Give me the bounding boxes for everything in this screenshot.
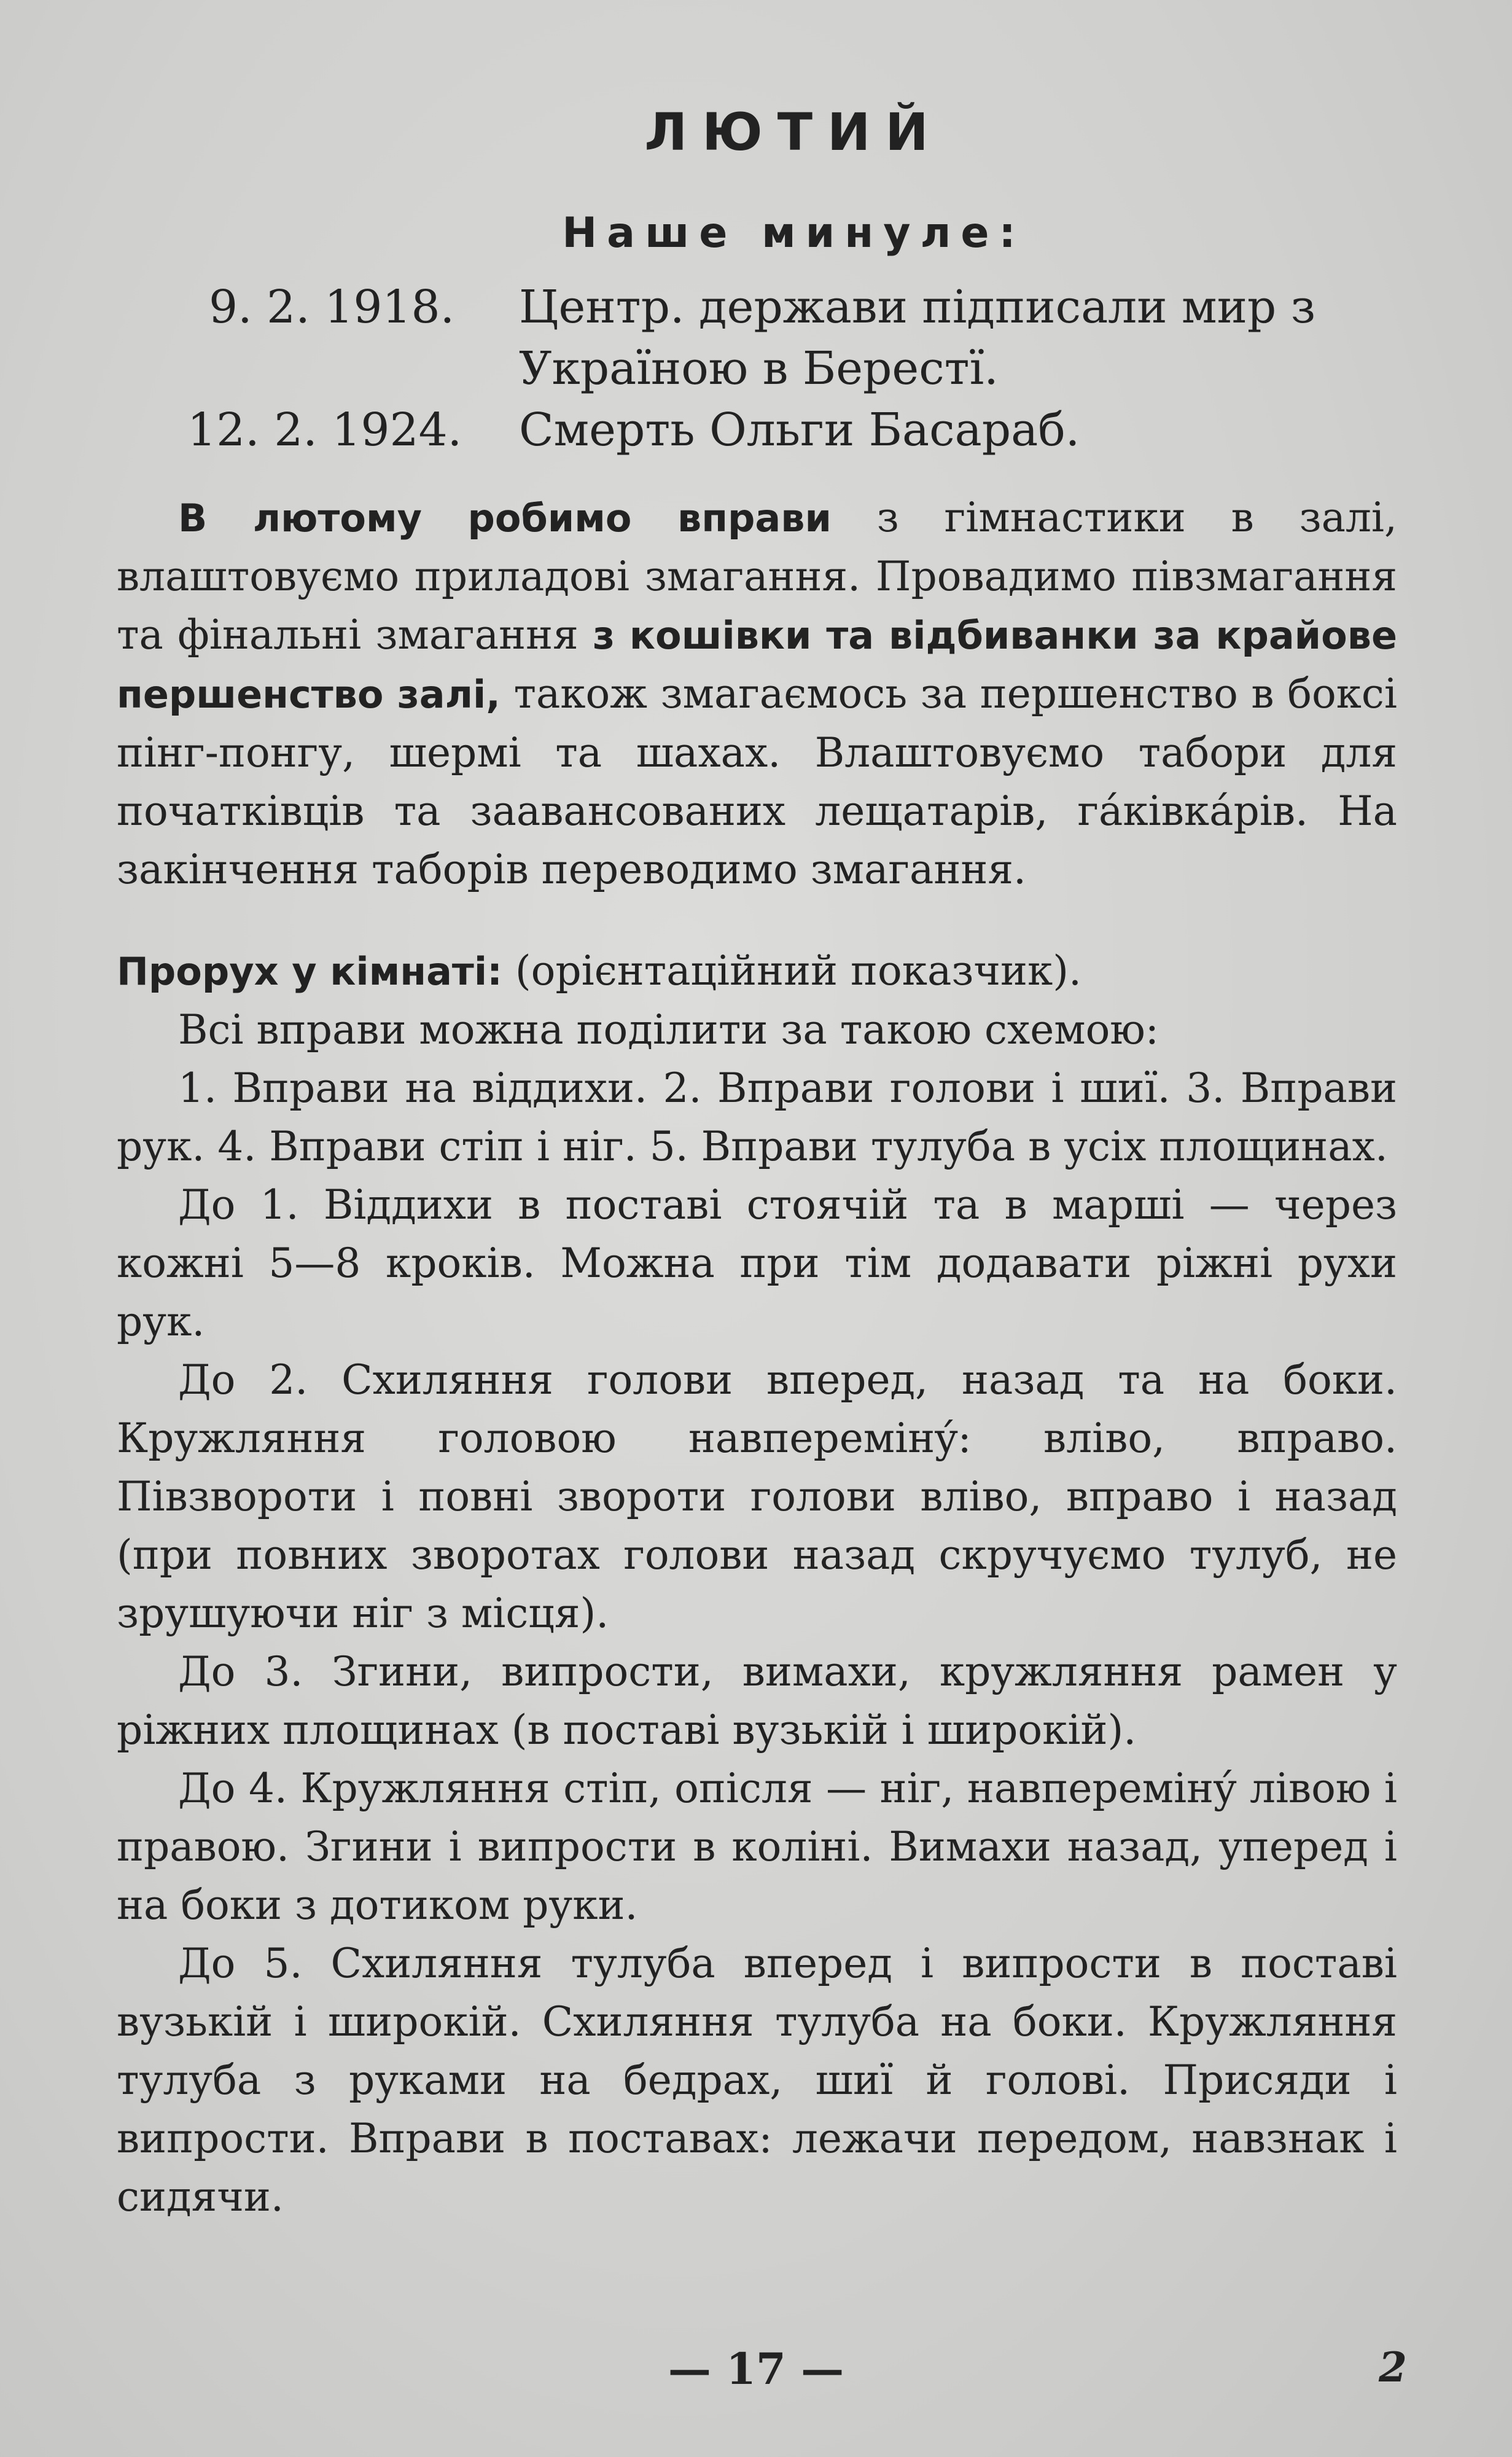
- intro-bold-2: з кошівки та відбиванки за крайове першенство залі,: [117, 613, 1397, 717]
- events-list: [117, 276, 1397, 467]
- exercise-paragraph: До 1. Віддихи в поставі стоячій та в марші — через кожні 5—8 кроків. Можна при тім додавати ріжні рухи рук.: [117, 1181, 1397, 1345]
- exercise-heading: [117, 942, 1397, 1001]
- exercise-paragraph: До 3. Згини, випрости, вимахи, кружляння рамен у ріжних площинах (в поставі вузькій і широкій).: [117, 1648, 1397, 1754]
- exercise-paragraph: Всі вправи можна поділити за такою схемою:: [178, 1006, 1159, 1053]
- exercise-lead-rest: (орієнтаційний показчик).: [502, 947, 1081, 994]
- intro-text-2: також змагаємось за першенство в боксі пінг-понгу, шермі та шахах. Влаштовуємо табори для початківців та заавансованих лещатарів, гáківкáрів. На закінчення таборів переводимо змагання.: [117, 670, 1397, 893]
- past-heading: Наше минуле:: [562, 209, 1026, 257]
- intro-lead: В лютому робимо вправи: [178, 496, 832, 541]
- exercise-lead: Прорух у кімнаті:: [117, 949, 502, 994]
- event-date: 12. 2. 1924.: [187, 404, 462, 456]
- month-title: ЛЮТИЙ: [644, 102, 943, 162]
- event-item: [117, 399, 1397, 467]
- intro-text-1: з гімнастики в залі, влаштовуємо приладові змагання. Провадимо півзмагання та фінальні змагання: [117, 494, 1397, 658]
- event-text: Смерть Ольги Басараб.: [519, 404, 1080, 456]
- exercise-paragraph: 1. Вправи на віддихи. 2. Вправи голови і шиї. 3. Вправи рук. 4. Вправи стіп і ніг. 5. Вправи тулуба в усіх площинах.: [117, 1064, 1397, 1170]
- exercise-paragraph: До 2. Схиляння голови вперед, назад та на боки. Кружляння головою навперемінý: вліво, вправо. Півзвороти і повні звороти голови вліво, вправо і назад (при повних зворотах голови назад скручуємо тулуб, не зрушуючи ніг з місця).: [117, 1356, 1397, 1637]
- exercise-paragraph: До 4. Кружляння стіп, опісля — ніг, навперемінý лівою і правою. Згини і випрости в коліні. Вимахи назад, уперед і на боки з дотиком руки.: [117, 1765, 1397, 1929]
- exercise-paragraph: До 5. Схиляння тулуба вперед і випрости в поставі вузькій і широкій. Схиляння тулуба на боки. Кружляння тулуба з руками на бедрах, шиї й голові. Присяди і випрости. Вправи в поставах: лежачи передом, навзнак і сидячи.: [117, 1940, 1397, 2221]
- page-number: — 17 —: [668, 2343, 844, 2394]
- signature-mark: 2: [1379, 2343, 1407, 2391]
- event-date: 9. 2. 1918.: [209, 281, 455, 334]
- intro-paragraph: [117, 488, 1397, 899]
- event-item: [117, 276, 1397, 399]
- event-text: Центр. держави підписали мир з Україною в Берестї.: [519, 281, 1316, 395]
- page-content: [117, 92, 1397, 2226]
